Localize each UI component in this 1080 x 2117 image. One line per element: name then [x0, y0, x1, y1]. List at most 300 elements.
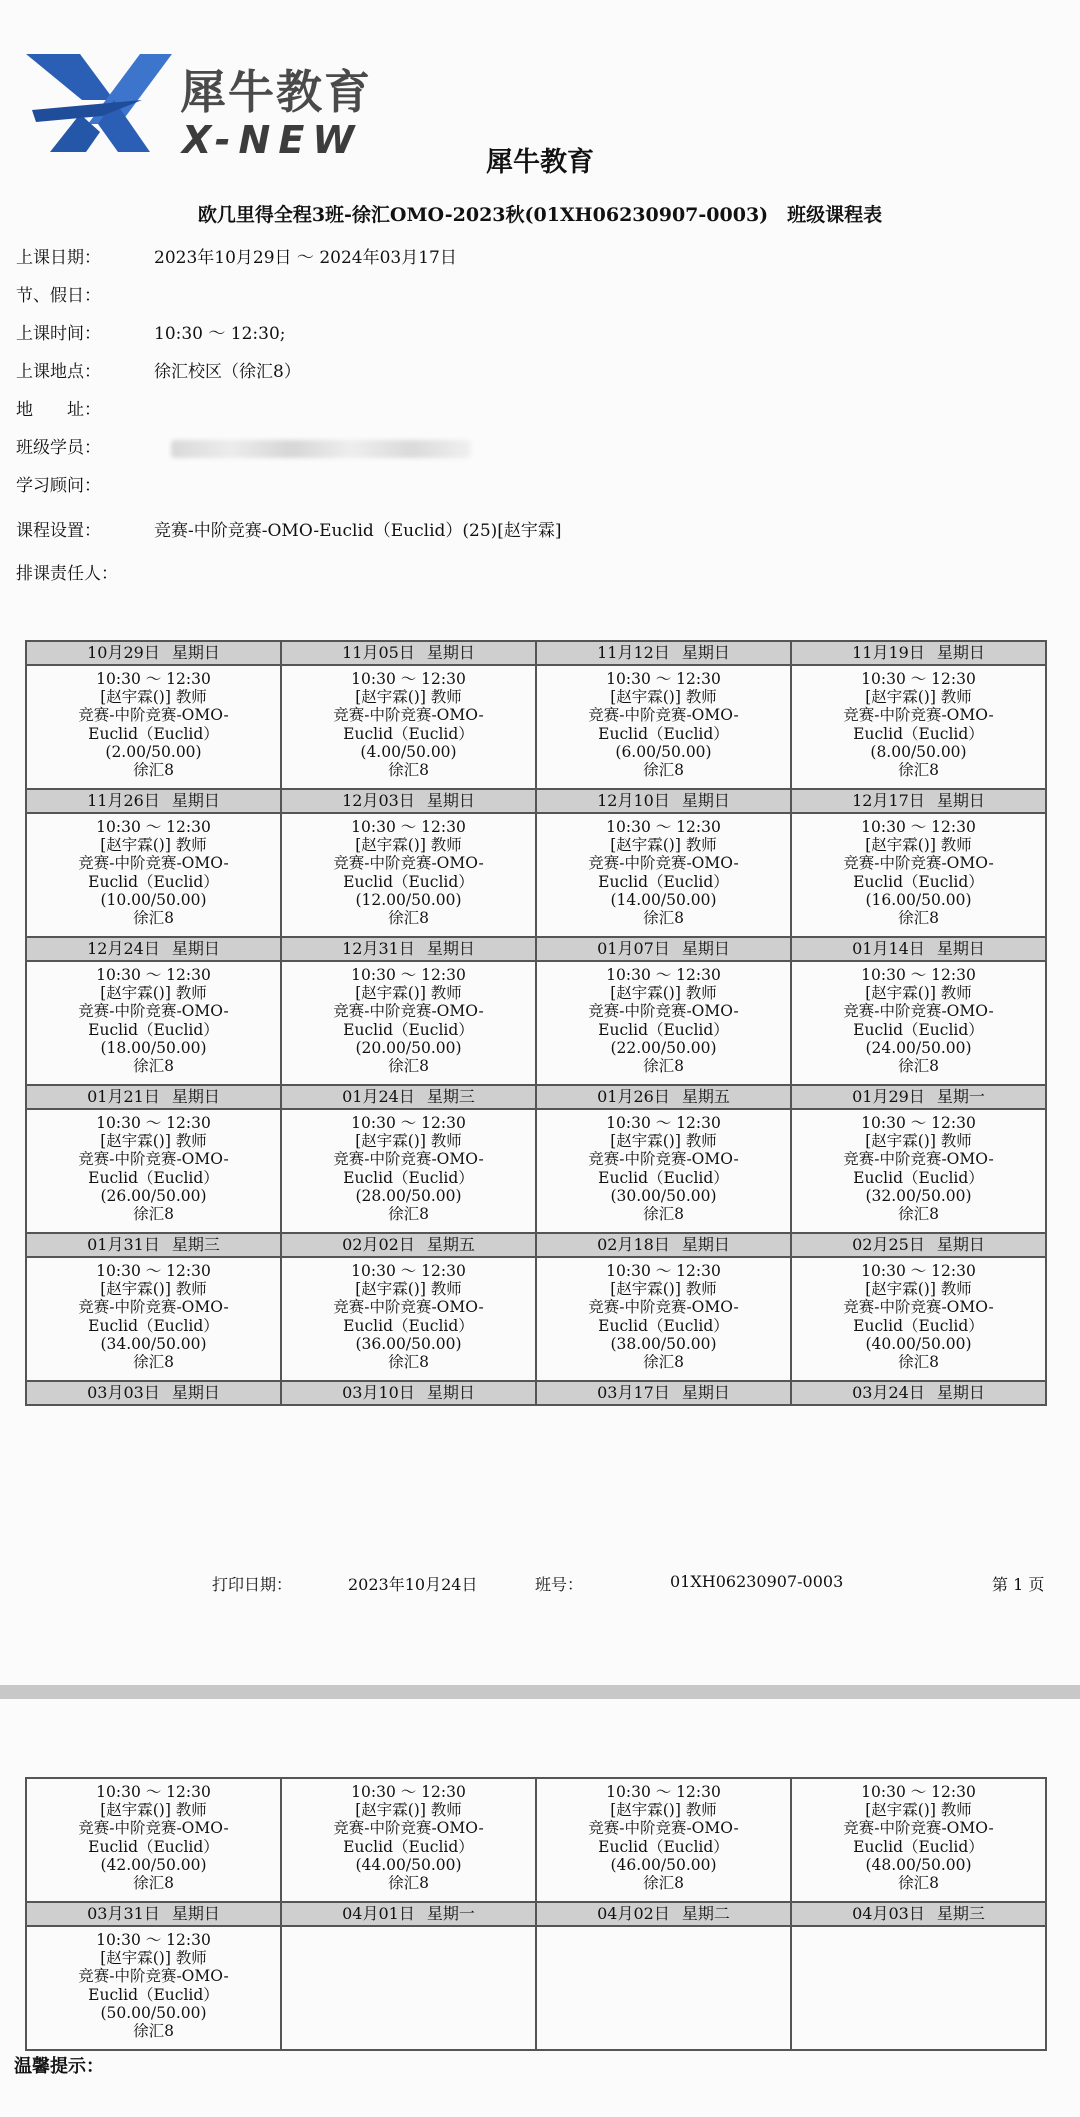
schedule-header-row	[26, 641, 1046, 665]
schedule-date-header	[536, 1381, 791, 1405]
session-detail-line: [赵宇霖()] 教师	[865, 688, 972, 707]
schedule-session-cell	[281, 1109, 536, 1233]
schedule-weekday: 星期二	[681, 1904, 730, 1923]
session-detail-line: [赵宇霖()] 教师	[100, 1801, 207, 1820]
session-detail-line: (22.00/50.00)	[610, 1038, 717, 1057]
schedule-header-row	[26, 789, 1046, 813]
session-detail-line: (48.00/50.00)	[865, 1855, 972, 1874]
schedule-weekday: 星期日	[936, 939, 985, 958]
session-detail-line: (38.00/50.00)	[610, 1334, 717, 1353]
info-row-scheduler	[16, 562, 146, 586]
session-detail-line: 竞赛-中阶竞赛-OMO-	[78, 1002, 229, 1021]
schedule-date: 10月29日	[87, 643, 160, 662]
schedule-session-cell	[26, 1109, 281, 1233]
info-value: 竞赛-中阶竞赛-OMO-Euclid（Euclid）(25)[赵宇霖]	[154, 521, 562, 541]
info-value: 2023年10月29日 ～ 2024年03月17日	[154, 248, 457, 268]
footer-print-label: 打印日期：	[212, 1575, 293, 1594]
session-detail-line: [赵宇霖()] 教师	[865, 1132, 972, 1151]
schedule-date: 12月31日	[342, 939, 415, 958]
schedule-session-cell	[791, 1109, 1046, 1233]
session-detail-line: [赵宇霖()] 教师	[610, 688, 717, 707]
blurred-student-names	[171, 440, 471, 458]
session-detail-line: 徐汇8	[388, 761, 429, 780]
session-detail-line: (26.00/50.00)	[100, 1186, 207, 1205]
schedule-session-row	[26, 665, 1046, 789]
info-label: 节、假日：	[16, 286, 101, 306]
session-detail-line: 徐汇8	[388, 909, 429, 928]
session-detail-line: [赵宇霖()] 教师	[100, 688, 207, 707]
schedule-header-row	[26, 1902, 1046, 1926]
schedule-date: 01月21日	[87, 1087, 160, 1106]
schedule-date: 03月24日	[852, 1383, 925, 1402]
session-detail-line: 10:30 ～ 12:30	[96, 1114, 211, 1132]
session-detail-line: Euclid（Euclid）	[88, 872, 219, 891]
schedule-weekday: 星期日	[171, 1383, 220, 1402]
schedule-header-row	[26, 1085, 1046, 1109]
schedule-weekday: 星期日	[171, 643, 220, 662]
session-detail-line: Euclid（Euclid）	[343, 872, 474, 891]
schedule-date-header	[536, 641, 791, 665]
session-detail-line: (20.00/50.00)	[355, 1038, 462, 1057]
session-detail-line: [赵宇霖()] 教师	[610, 1801, 717, 1820]
session-detail-line: 竞赛-中阶竞赛-OMO-	[333, 1298, 484, 1317]
session-detail-line: [赵宇霖()] 教师	[610, 1132, 717, 1151]
schedule-date: 12月24日	[87, 939, 160, 958]
schedule-weekday: 星期三	[936, 1904, 985, 1923]
schedule-session-cell	[536, 813, 791, 937]
tips-label: 温馨提示：	[14, 2056, 104, 2077]
schedule-session-cell	[536, 1778, 791, 1902]
session-detail-line: Euclid（Euclid）	[343, 1020, 474, 1039]
session-detail-line: Euclid（Euclid）	[598, 724, 729, 743]
session-detail-line: 徐汇8	[133, 1353, 174, 1372]
info-row-time	[16, 322, 286, 346]
schedule-weekday: 星期日	[936, 1383, 985, 1402]
session-detail-line: 10:30 ～ 12:30	[96, 1262, 211, 1280]
schedule-date-header	[26, 1085, 281, 1109]
schedule-session-cell	[536, 665, 791, 789]
session-detail-line: Euclid（Euclid）	[598, 1837, 729, 1856]
info-row-advisor	[16, 474, 146, 498]
info-row-date	[16, 246, 457, 270]
footer-page-number: 第 1 页	[992, 1575, 1045, 1594]
session-detail-line: 竞赛-中阶竞赛-OMO-	[333, 706, 484, 725]
session-detail-line: Euclid（Euclid）	[88, 1837, 219, 1856]
session-detail-line: Euclid（Euclid）	[853, 1316, 984, 1335]
schedule-header-row	[26, 1233, 1046, 1257]
session-detail-line: 徐汇8	[133, 1057, 174, 1076]
session-detail-line: 竞赛-中阶竞赛-OMO-	[78, 1298, 229, 1317]
session-detail-line: 10:30 ～ 12:30	[606, 1262, 721, 1280]
schedule-date-header	[536, 937, 791, 961]
session-detail-line: (8.00/50.00)	[870, 742, 967, 761]
session-detail-line: Euclid（Euclid）	[853, 1168, 984, 1187]
schedule-session-cell	[791, 665, 1046, 789]
schedule-date: 12月10日	[597, 791, 670, 810]
session-detail-line: 竞赛-中阶竞赛-OMO-	[333, 854, 484, 873]
schedule-weekday: 星期日	[681, 1235, 730, 1254]
schedule-date: 02月18日	[597, 1235, 670, 1254]
schedule-header-row	[26, 1381, 1046, 1405]
session-detail-line: 徐汇8	[388, 1057, 429, 1076]
info-row-holiday	[16, 284, 146, 308]
session-detail-line: 竞赛-中阶竞赛-OMO-	[588, 1819, 739, 1838]
session-detail-line: (4.00/50.00)	[360, 742, 457, 761]
schedule-session-cell	[791, 961, 1046, 1085]
schedule-date-header	[26, 789, 281, 813]
schedule-date: 04月01日	[342, 1904, 415, 1923]
schedule-weekday: 星期日	[936, 791, 985, 810]
session-detail-line: Euclid（Euclid）	[88, 1316, 219, 1335]
session-detail-line: 竞赛-中阶竞赛-OMO-	[78, 1819, 229, 1838]
schedule-date-header	[281, 1902, 536, 1926]
session-detail-line: (32.00/50.00)	[865, 1186, 972, 1205]
session-detail-line: [赵宇霖()] 教师	[100, 1280, 207, 1299]
session-detail-line: [赵宇霖()] 教师	[355, 1801, 462, 1820]
session-detail-line: [赵宇霖()] 教师	[100, 836, 207, 855]
session-detail-line: 徐汇8	[643, 1874, 684, 1893]
session-detail-line: 10:30 ～ 12:30	[861, 818, 976, 836]
schedule-date: 04月03日	[852, 1904, 925, 1923]
schedule-session-cell	[536, 1109, 791, 1233]
schedule-date: 12月17日	[852, 791, 925, 810]
schedule-date-header	[536, 1233, 791, 1257]
schedule-weekday: 星期日	[936, 1235, 985, 1254]
session-detail-line: (46.00/50.00)	[610, 1855, 717, 1874]
session-detail-line: 10:30 ～ 12:30	[351, 966, 466, 984]
info-row-address	[16, 398, 146, 422]
info-label: 班级学员：	[16, 438, 101, 458]
schedule-session-cell	[281, 961, 536, 1085]
schedule-date-header	[536, 789, 791, 813]
info-row-course	[16, 519, 562, 543]
session-detail-line: 竞赛-中阶竞赛-OMO-	[333, 1150, 484, 1169]
schedule-date-header	[791, 1085, 1046, 1109]
session-detail-line: 徐汇8	[643, 1057, 684, 1076]
schedule-weekday: 星期日	[171, 1904, 220, 1923]
session-detail-line: (16.00/50.00)	[865, 890, 972, 909]
schedule-weekday: 星期五	[681, 1087, 730, 1106]
session-detail-line: (18.00/50.00)	[100, 1038, 207, 1057]
session-detail-line: 徐汇8	[133, 761, 174, 780]
info-row-students	[16, 436, 146, 460]
schedule-weekday: 星期日	[426, 791, 475, 810]
session-detail-line: Euclid（Euclid）	[598, 1168, 729, 1187]
session-detail-line: 10:30 ～ 12:30	[351, 670, 466, 688]
schedule-weekday: 星期五	[426, 1235, 475, 1254]
session-detail-line: (28.00/50.00)	[355, 1186, 462, 1205]
schedule-date: 01月07日	[597, 939, 670, 958]
session-detail-line: [赵宇霖()] 教师	[355, 836, 462, 855]
session-detail-line: (10.00/50.00)	[100, 890, 207, 909]
schedule-session-row	[26, 961, 1046, 1085]
session-detail-line: Euclid（Euclid）	[343, 1837, 474, 1856]
schedule-date-header	[281, 1233, 536, 1257]
schedule-session-row	[26, 1109, 1046, 1233]
page-separator	[0, 1685, 1080, 1699]
schedule-date-header	[791, 937, 1046, 961]
session-detail-line: 徐汇8	[643, 761, 684, 780]
session-detail-line: 10:30 ～ 12:30	[861, 1262, 976, 1280]
schedule-date-header	[791, 1381, 1046, 1405]
schedule-session-cell	[791, 1257, 1046, 1381]
session-detail-line: (2.00/50.00)	[105, 742, 202, 761]
schedule-session-cell	[791, 1778, 1046, 1902]
session-detail-line: 10:30 ～ 12:30	[351, 1783, 466, 1801]
schedule-date-header	[281, 937, 536, 961]
session-detail-line: 10:30 ～ 12:30	[96, 818, 211, 836]
session-detail-line: 竞赛-中阶竞赛-OMO-	[333, 1002, 484, 1021]
session-detail-line: 10:30 ～ 12:30	[606, 1783, 721, 1801]
session-detail-line: Euclid（Euclid）	[853, 872, 984, 891]
session-detail-line: 徐汇8	[133, 1874, 174, 1893]
session-detail-line: [赵宇霖()] 教师	[865, 1801, 972, 1820]
session-detail-line: 竞赛-中阶竞赛-OMO-	[588, 1298, 739, 1317]
session-detail-line: (34.00/50.00)	[100, 1334, 207, 1353]
session-detail-line: Euclid（Euclid）	[598, 1020, 729, 1039]
session-detail-line: Euclid（Euclid）	[88, 724, 219, 743]
footer-class-number: 01XH06230907-0003	[670, 1572, 844, 1591]
schedule-session-row	[26, 813, 1046, 937]
schedule-weekday: 星期日	[171, 939, 220, 958]
session-detail-line: 徐汇8	[898, 761, 939, 780]
session-detail-line: 10:30 ～ 12:30	[351, 1114, 466, 1132]
session-detail-line: 徐汇8	[898, 1205, 939, 1224]
schedule-session-cell	[791, 1926, 1046, 2050]
session-detail-line: 竞赛-中阶竞赛-OMO-	[843, 854, 994, 873]
session-detail-line: 徐汇8	[643, 1205, 684, 1224]
session-detail-line: 徐汇8	[133, 2022, 174, 2041]
session-detail-line: [赵宇霖()] 教师	[100, 984, 207, 1003]
schedule-date: 11月19日	[852, 643, 925, 662]
schedule-date-header	[26, 1902, 281, 1926]
schedule-weekday: 星期一	[936, 1087, 985, 1106]
schedule-weekday: 星期日	[936, 643, 985, 662]
info-label: 上课日期：	[16, 248, 101, 268]
schedule-date-header	[281, 789, 536, 813]
footer-print-date: 2023年10月24日	[348, 1575, 478, 1594]
info-label: 上课地点：	[16, 362, 101, 382]
info-label: 地 址：	[16, 400, 101, 420]
session-detail-line: Euclid（Euclid）	[853, 1020, 984, 1039]
schedule-session-cell	[26, 1926, 281, 2050]
session-detail-line: [赵宇霖()] 教师	[865, 836, 972, 855]
session-detail-line: [赵宇霖()] 教师	[610, 836, 717, 855]
session-detail-line: 10:30 ～ 12:30	[606, 818, 721, 836]
schedule-date: 03月03日	[87, 1383, 160, 1402]
session-detail-line: Euclid（Euclid）	[598, 1316, 729, 1335]
info-label: 排课责任人：	[16, 564, 118, 584]
session-detail-line: 竞赛-中阶竞赛-OMO-	[78, 1967, 229, 1986]
logo-english-text: X-NEW	[182, 118, 363, 162]
session-detail-line: 10:30 ～ 12:30	[861, 670, 976, 688]
schedule-weekday: 星期日	[681, 791, 730, 810]
schedule-weekday: 星期日	[426, 1383, 475, 1402]
schedule-date-header	[791, 789, 1046, 813]
schedule-date-header	[791, 1233, 1046, 1257]
schedule-weekday: 星期三	[426, 1087, 475, 1106]
info-row-location	[16, 360, 301, 384]
schedule-date-header	[281, 641, 536, 665]
info-value: 徐汇校区（徐汇8）	[154, 362, 301, 382]
session-detail-line: 徐汇8	[898, 909, 939, 928]
schedule-session-cell	[26, 1257, 281, 1381]
session-detail-line: 竞赛-中阶竞赛-OMO-	[588, 1002, 739, 1021]
session-detail-line: 10:30 ～ 12:30	[351, 1262, 466, 1280]
info-value: 10:30 ～ 12:30;	[154, 324, 286, 344]
session-detail-line: (30.00/50.00)	[610, 1186, 717, 1205]
session-detail-line: Euclid（Euclid）	[88, 1020, 219, 1039]
session-detail-line: 徐汇8	[388, 1205, 429, 1224]
session-detail-line: 竞赛-中阶竞赛-OMO-	[588, 1150, 739, 1169]
document-title: 犀牛教育	[486, 147, 594, 178]
session-detail-line: 竞赛-中阶竞赛-OMO-	[78, 1150, 229, 1169]
session-detail-line: 徐汇8	[133, 909, 174, 928]
schedule-session-cell	[26, 961, 281, 1085]
schedule-session-cell	[26, 665, 281, 789]
schedule-date: 01月31日	[87, 1235, 160, 1254]
session-detail-line: Euclid（Euclid）	[853, 1837, 984, 1856]
schedule-date: 01月26日	[597, 1087, 670, 1106]
schedule-date-header	[26, 937, 281, 961]
session-detail-line: 10:30 ～ 12:30	[96, 1931, 211, 1949]
schedule-date-header	[281, 1085, 536, 1109]
session-detail-line: (6.00/50.00)	[615, 742, 712, 761]
schedule-session-row	[26, 1926, 1046, 2050]
schedule-weekday: 星期日	[426, 939, 475, 958]
session-detail-line: 竞赛-中阶竞赛-OMO-	[843, 706, 994, 725]
info-label: 课程设置：	[16, 521, 101, 541]
session-detail-line: Euclid（Euclid）	[598, 872, 729, 891]
schedule-date: 01月14日	[852, 939, 925, 958]
session-detail-line: (40.00/50.00)	[865, 1334, 972, 1353]
schedule-weekday: 星期三	[171, 1235, 220, 1254]
schedule-session-cell	[281, 1926, 536, 2050]
schedule-date-header	[536, 1085, 791, 1109]
session-detail-line: 10:30 ～ 12:30	[861, 966, 976, 984]
schedule-date: 12月03日	[342, 791, 415, 810]
schedule-date: 02月02日	[342, 1235, 415, 1254]
session-detail-line: [赵宇霖()] 教师	[355, 1280, 462, 1299]
session-detail-line: Euclid（Euclid）	[88, 1985, 219, 2004]
schedule-header-row	[26, 937, 1046, 961]
session-detail-line: (36.00/50.00)	[355, 1334, 462, 1353]
schedule-date-header	[536, 1902, 791, 1926]
session-detail-line: [赵宇霖()] 教师	[355, 984, 462, 1003]
session-detail-line: 竞赛-中阶竞赛-OMO-	[843, 1002, 994, 1021]
schedule-weekday: 星期日	[681, 643, 730, 662]
schedule-session-cell	[26, 1778, 281, 1902]
schedule-date-header	[26, 1381, 281, 1405]
session-detail-line: 竞赛-中阶竞赛-OMO-	[78, 706, 229, 725]
session-detail-line: 徐汇8	[388, 1353, 429, 1372]
schedule-date: 03月10日	[342, 1383, 415, 1402]
session-detail-line: 竞赛-中阶竞赛-OMO-	[843, 1150, 994, 1169]
session-detail-line: 10:30 ～ 12:30	[96, 966, 211, 984]
session-detail-line: Euclid（Euclid）	[343, 1316, 474, 1335]
schedule-date: 02月25日	[852, 1235, 925, 1254]
session-detail-line: 竞赛-中阶竞赛-OMO-	[843, 1298, 994, 1317]
info-label: 上课时间：	[16, 324, 101, 344]
session-detail-line: 徐汇8	[388, 1874, 429, 1893]
schedule-date-header	[281, 1381, 536, 1405]
session-detail-line: Euclid（Euclid）	[853, 724, 984, 743]
document-subtitle: 欧几里得全程3班-徐汇OMO-2023秋(01XH06230907-0003) 班级课程表	[197, 204, 883, 226]
logo-chinese-text: 犀牛教育	[180, 65, 372, 119]
schedule-weekday: 星期日	[681, 1383, 730, 1402]
schedule-session-cell	[281, 1257, 536, 1381]
session-detail-line: [赵宇霖()] 教师	[355, 688, 462, 707]
session-detail-line: [赵宇霖()] 教师	[100, 1132, 207, 1151]
session-detail-line: 10:30 ～ 12:30	[861, 1783, 976, 1801]
session-detail-line: 10:30 ～ 12:30	[351, 818, 466, 836]
session-detail-line: 竞赛-中阶竞赛-OMO-	[588, 854, 739, 873]
schedule-weekday: 星期日	[171, 791, 220, 810]
session-detail-line: 10:30 ～ 12:30	[606, 966, 721, 984]
schedule-date: 11月12日	[597, 643, 670, 662]
session-detail-line: 竞赛-中阶竞赛-OMO-	[588, 706, 739, 725]
session-detail-line: (14.00/50.00)	[610, 890, 717, 909]
schedule-date-header	[26, 1233, 281, 1257]
footer-class-label: 班号：	[535, 1575, 584, 1594]
session-detail-line: 徐汇8	[898, 1353, 939, 1372]
session-detail-line: 徐汇8	[643, 1353, 684, 1372]
session-detail-line: (24.00/50.00)	[865, 1038, 972, 1057]
schedule-date: 11月26日	[87, 791, 160, 810]
schedule-session-row	[26, 1257, 1046, 1381]
schedule-session-cell	[536, 1257, 791, 1381]
session-detail-line: Euclid（Euclid）	[343, 1168, 474, 1187]
session-detail-line: 徐汇8	[898, 1057, 939, 1076]
schedule-session-row	[26, 1778, 1046, 1902]
schedule-weekday: 星期一	[426, 1904, 475, 1923]
session-detail-line: 10:30 ～ 12:30	[861, 1114, 976, 1132]
schedule-date: 01月24日	[342, 1087, 415, 1106]
schedule-date-header	[791, 1902, 1046, 1926]
session-detail-line: 徐汇8	[133, 1205, 174, 1224]
schedule-date: 01月29日	[852, 1087, 925, 1106]
session-detail-line: [赵宇霖()] 教师	[355, 1132, 462, 1151]
session-detail-line: [赵宇霖()] 教师	[100, 1949, 207, 1968]
schedule-session-cell	[536, 1926, 791, 2050]
schedule-weekday: 星期日	[681, 939, 730, 958]
session-detail-line: (50.00/50.00)	[100, 2003, 207, 2022]
schedule-page-2	[0, 1699, 1080, 2117]
schedule-date: 03月17日	[597, 1383, 670, 1402]
schedule-session-cell	[281, 1778, 536, 1902]
schedule-session-cell	[26, 813, 281, 937]
schedule-date-header	[791, 641, 1046, 665]
session-detail-line: [赵宇霖()] 教师	[610, 1280, 717, 1299]
schedule-session-cell	[281, 813, 536, 937]
schedule-weekday: 星期日	[171, 1087, 220, 1106]
schedule-table-page-1	[25, 640, 1047, 1406]
session-detail-line: (12.00/50.00)	[355, 890, 462, 909]
info-label: 学习顾问：	[16, 476, 101, 496]
session-detail-line: 竞赛-中阶竞赛-OMO-	[78, 854, 229, 873]
session-detail-line: Euclid（Euclid）	[88, 1168, 219, 1187]
session-detail-line: (42.00/50.00)	[100, 1855, 207, 1874]
session-detail-line: 10:30 ～ 12:30	[606, 670, 721, 688]
schedule-date-header	[26, 641, 281, 665]
schedule-weekday: 星期日	[426, 643, 475, 662]
schedule-session-cell	[791, 813, 1046, 937]
schedule-date: 04月02日	[597, 1904, 670, 1923]
session-detail-line: 10:30 ～ 12:30	[606, 1114, 721, 1132]
session-detail-line: 徐汇8	[643, 909, 684, 928]
schedule-date: 11月05日	[342, 643, 415, 662]
session-detail-line: 10:30 ～ 12:30	[96, 670, 211, 688]
